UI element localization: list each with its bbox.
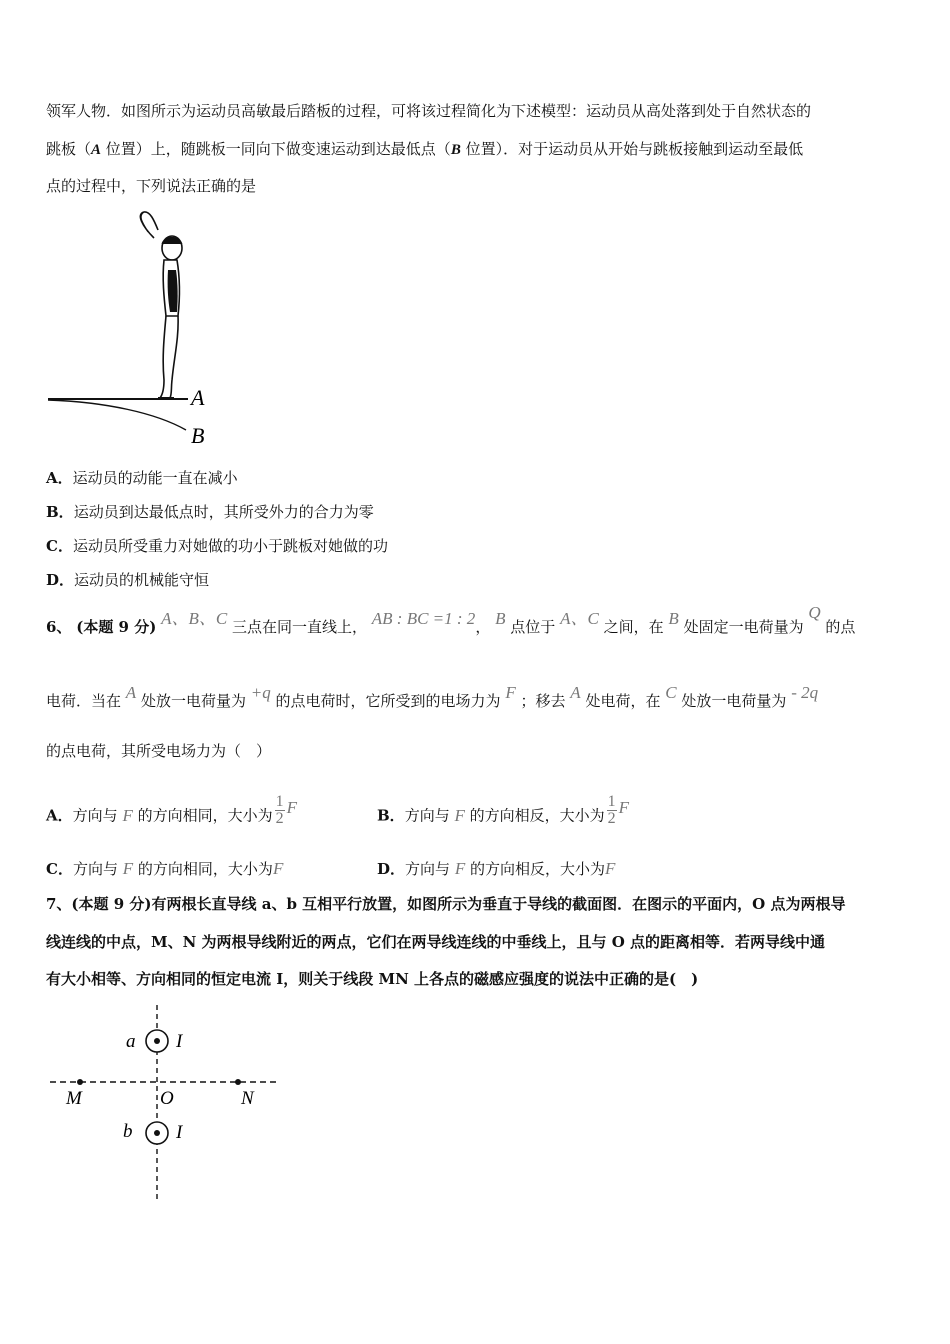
q6-stem-line3: 的点电荷，其所受电场力为（ ）: [46, 742, 272, 760]
label-M: M: [66, 1088, 82, 1109]
wire-b-dot: [154, 1130, 160, 1136]
diver-springboard-figure: [46, 208, 226, 453]
label-A: A: [191, 385, 205, 410]
label-b: b: [123, 1121, 133, 1142]
q5-stem-line1: 领军人物．如图所示为运动员高敏最后踏板的过程，可将该过程简化为下述模型：运动员从高处落到处于自然状态的: [46, 102, 812, 120]
label-O: O: [160, 1088, 174, 1109]
q6-stem-line2: 电荷．当在 A 处放一电荷量为 +q 的点电荷时，它所受到的电场力为 F ；移去 A 处电荷，在 C 处放一电荷量为 - 2q: [46, 683, 819, 710]
q7-stem-line1: 7、(本题 9 分)有两根长直导线 a、b 互相平行放置，如图所示为垂直于导线的截面图．在图示的平面内，O 点为两根导: [46, 895, 846, 913]
point-M: [77, 1079, 83, 1085]
wire-a-dot: [154, 1038, 160, 1044]
q7-stem-line2: 线连线的中点，M、N 为两根导线附近的两点，它们在两导线连线的中垂线上，且与 O 点的距离相等．若两导线中通: [46, 933, 826, 951]
parallel-wires-figure: [46, 1005, 286, 1205]
label-I-top: I: [176, 1031, 183, 1052]
label-B: B: [191, 423, 205, 448]
q5-stem-line3: 点的过程中，下列说法正确的是: [46, 177, 257, 195]
q6-option-d: D．方向与 F 的方向相反，大小为F: [377, 859, 616, 878]
q5-option-b: B．运动员到达最低点时，其所受外力的合力为零: [46, 503, 374, 521]
q5-stem-line2: 跳板（A 位置）上，随跳板一同向下做变速运动到达最低点（B 位置）．对于运动员从开始与跳板接触到运动至最低: [46, 140, 804, 158]
label-a: a: [126, 1031, 136, 1052]
q6-option-a: A．方向与 F 的方向相同，大小为 $\frac{1}{2}$ F: [46, 793, 298, 827]
q5-option-c: C．运动员所受重力对她做的功小于跳板对她做的功: [46, 537, 388, 555]
q5-option-a: A．运动员的动能一直在减小: [46, 469, 238, 487]
point-N: [235, 1079, 241, 1085]
q6-option-c: C．方向与 F 的方向相同，大小为F: [46, 859, 284, 878]
q6-option-b: B．方向与 F 的方向相反，大小为 $\frac{1}{2}$ F: [377, 793, 630, 827]
q5-option-d: D．运动员的机械能守恒: [46, 571, 210, 589]
label-I-bottom: I: [176, 1122, 183, 1143]
label-N: N: [241, 1088, 254, 1109]
q7-stem-line3: 有大小相等、方向相同的恒定电流 I，则关于线段 MN 上各点的磁感应强度的说法中正确的是( ): [46, 970, 699, 988]
q6-stem-line1: 6、 (本题 9 分) A、B、C 三点在同一直线上， AB : BC =1 : 2， B 点位于 A、C 之间，在 B 处固定一电荷量为 Q 的点: [46, 603, 856, 636]
